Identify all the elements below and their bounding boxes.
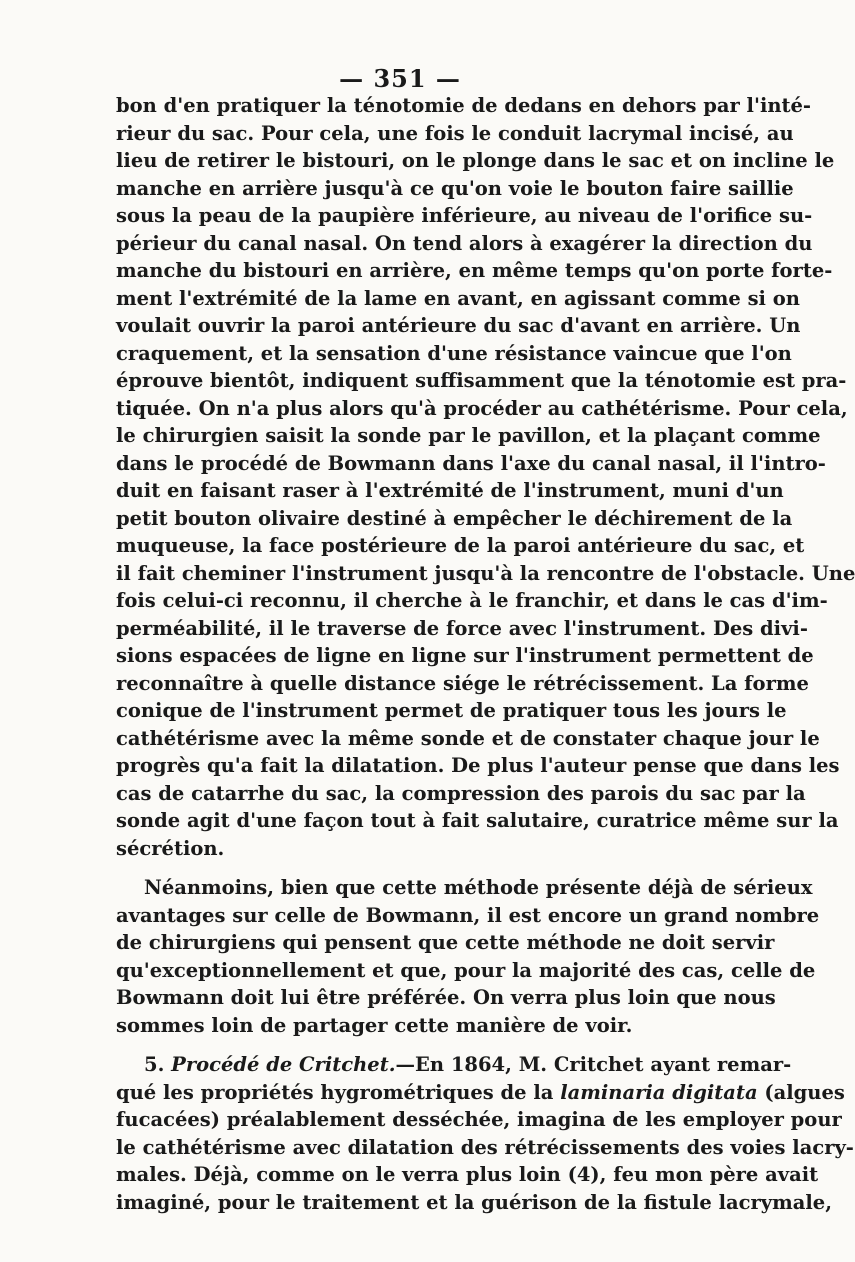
paragraph-gap [116,1039,668,1051]
section-heading-line [116,1051,792,1079]
text-line: éprouve bientôt, indiquent suffisamment que la ténotomie est pra- [116,369,847,392]
text-line: Néanmoins, bien que cette méthode présente déjà de sérieux [144,876,813,899]
text-line: cas de catarrhe du sac, la compression des parois du sac par la [116,781,806,805]
text-line: duit en faisant raser à l'extrémité de l'instrument, muni d'un [116,479,784,502]
paragraph-gap [116,862,668,874]
text-line: fucacées) préalablement desséchée, imagina de les employer pour [116,1108,842,1131]
text-line: sécrétion. [116,836,225,860]
text-line: dans le procédé de Bowmann dans l'axe du canal nasal, il l'intro- [116,451,826,475]
text-line: tiquée. On n'a plus alors qu'à procéder au cathétérisme. Pour cela, [116,396,848,420]
text-line: manche du bistouri en arrière, en même temps qu'on porte forte- [116,259,833,282]
text-line: bon d'en pratiquer la ténotomie de dedans en dehors par l'inté- [116,94,812,117]
page-number: — 351 — [339,64,461,93]
text-line: rieur du sac. Pour cela, une fois le conduit lacrymal incisé, au [116,121,794,145]
text-line: Bowmann doit lui être préférée. On verra plus loin que nous [116,986,776,1009]
text-line: sommes loin de partager cette manière de voir. [116,1013,633,1037]
text-line: avantages sur celle de Bowmann, il est encore un grand nombre [116,903,820,927]
text-line: lieu de retirer le bistouri, on le plonge dans le sac et on incline le [116,149,835,172]
text-line: conique de l'instrument permet de pratiquer tous les jours le [116,699,787,722]
species-name: laminaria digitata [560,1080,758,1104]
text-line: voulait ouvrir la paroi antérieure du sac d'avant en arrière. Un [116,314,801,337]
text-line: fois celui-ci reconnu, il cherche à le franchir, et dans le cas d'im- [116,589,828,612]
text-fragment: qué les propriétés hygrométriques de la [116,1080,561,1104]
text-line: il fait cheminer l'instrument jusqu'à la rencontre de l'obstacle. Une [116,561,855,585]
text-line: sonde agit d'une façon tout à fait salutaire, curatrice même sur la [116,809,839,832]
text-line: de chirurgiens qui pensent que cette méthode ne doit servir [116,931,775,954]
body-text [116,92,855,1216]
text-line: perméabilité, il le traverse de force avec l'instrument. Des divi- [116,616,808,640]
text-line: manche en arrière jusqu'à ce qu'on voie le bouton faire saillie [116,176,794,200]
text-line: craquement, et la sensation d'une résistance vaincue que l'on [116,341,792,365]
text-line: reconnaître à quelle distance siége le rétrécissement. La forme [116,671,809,695]
text-line: sions espacées de ligne en ligne sur l'instrument permettent de [116,644,814,667]
text-line: sous la peau de la paupière inférieure, au niveau de l'orifice su- [116,204,813,227]
text-line: muqueuse, la face postérieure de la paroi antérieure du sac, et [116,534,805,557]
text-line: qu'exceptionnellement et que, pour la majorité des cas, celle de [116,958,816,982]
text-line: périeur du canal nasal. On tend alors à exagérer la direction du [116,231,813,255]
text-line: ment l'extrémité de la lame en avant, en agissant comme si on [116,286,800,310]
text-line: males. Déjà, comme on le verra plus loin (4), feu mon père avait [116,1163,819,1186]
text-line: cathétérisme avec la même sonde et de constater chaque jour le [116,726,820,750]
text-line: imaginé, pour le traitement et la guérison de la fistule lacrymale, [116,1190,832,1214]
section-title: Procédé de Critchet. [171,1053,396,1076]
text-line: le chirurgien saisit la sonde par le pavillon, et la plaçant comme [116,424,821,447]
text-fragment: (algues [757,1080,845,1104]
section-number: 5. [144,1053,172,1076]
text-line: progrès qu'a fait la dilatation. De plus l'auteur pense que dans les [116,754,840,777]
text-line [116,1079,845,1107]
text-line: le cathétérisme avec dilatation des rétrécissements des voies lacry- [116,1135,854,1159]
text-fragment: —En 1864, M. Critchet ayant remar- [395,1053,792,1076]
text-line: petit bouton olivaire destiné à empêcher le déchirement de la [116,506,793,530]
